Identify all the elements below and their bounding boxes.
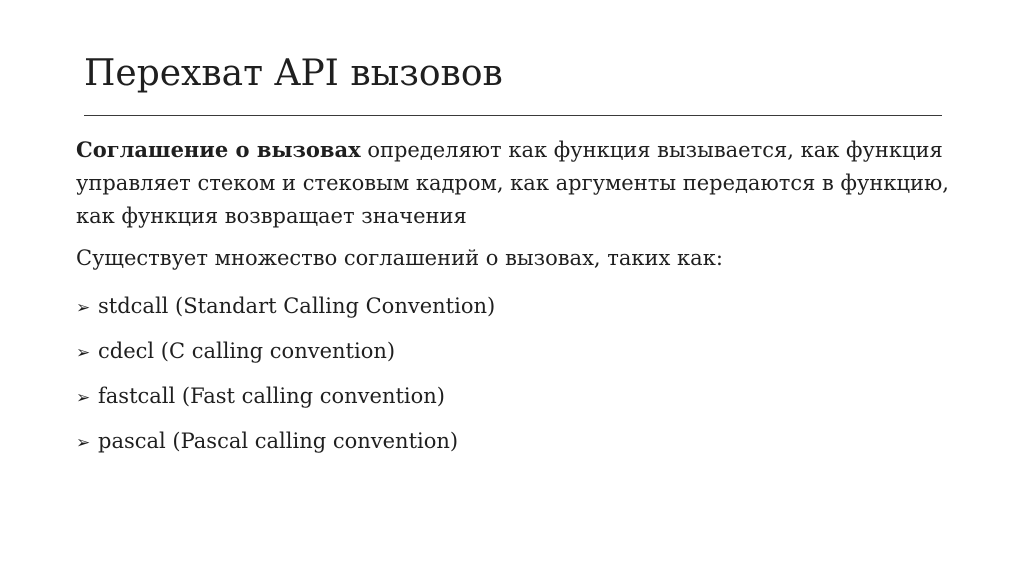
definition-paragraph <box>76 133 956 233</box>
list-item-text: fastcall (Fast calling convention) <box>98 384 445 408</box>
arrowhead-bullet-icon: ➢ <box>76 298 91 318</box>
list-item <box>76 285 956 330</box>
list-item-text: pascal (Pascal calling convention) <box>98 429 459 453</box>
list-item-text: stdcall (Standart Calling Convention) <box>98 294 496 318</box>
slide-title: Перехват API вызовов <box>84 53 503 94</box>
list-item-text: cdecl (C calling convention) <box>98 339 396 363</box>
slide-body <box>76 133 956 465</box>
convention-list <box>76 285 956 465</box>
arrowhead-bullet-icon: ➢ <box>76 388 91 408</box>
list-item <box>76 375 956 420</box>
title-divider <box>84 115 942 116</box>
list-item <box>76 420 956 465</box>
list-item <box>76 330 956 375</box>
arrowhead-bullet-icon: ➢ <box>76 433 91 453</box>
definition-text: определяют как функция вызывается, как функция управляет стеком и стековым кадром, как аргументы передаются в функцию, как функция возвращает значения <box>76 138 949 228</box>
intro-paragraph: Существует множество соглашений о вызовах, таких как: <box>76 246 723 270</box>
definition-term: Соглашение о вызовах <box>76 137 361 162</box>
arrowhead-bullet-icon: ➢ <box>76 343 91 363</box>
